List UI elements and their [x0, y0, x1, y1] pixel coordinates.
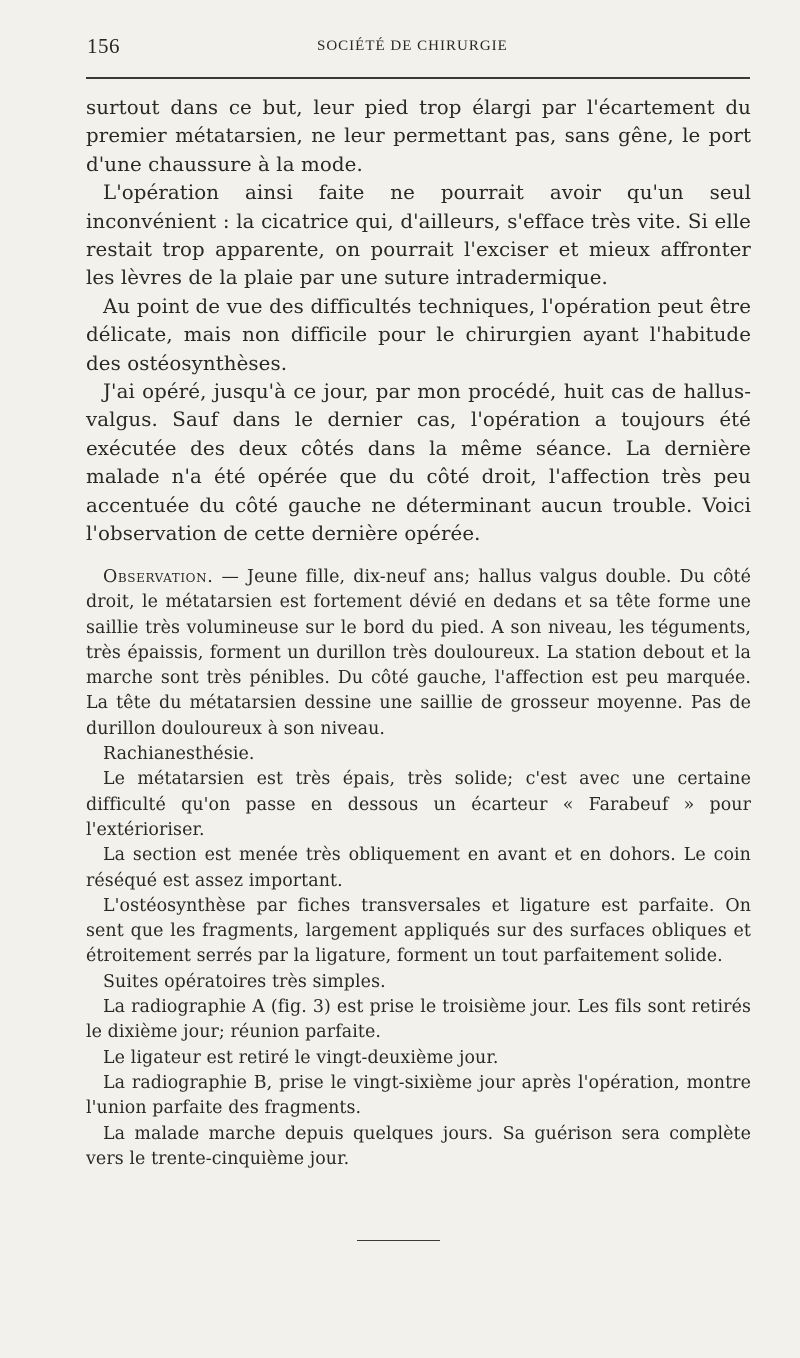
observation-paragraph: Suites opératoires très simples.	[103, 971, 386, 992]
paragraph: Au point de vue des difficultés techniques, l'opération peut être délicate, mais non difficile pour le chirurgien ayant l'habitude des ostéosynthèses.	[86, 294, 751, 375]
running-head	[87, 34, 750, 60]
observation-paragraph: La radiographie B, prise le vingt-sixième jour après l'opération, montre l'union parfaite des fragments.	[86, 1072, 751, 1119]
observation-label: Observation.	[103, 567, 214, 587]
page-number: 156	[87, 34, 120, 58]
observation-paragraph: Le métatarsien est très épais, très solide; c'est avec une certaine difficulté qu'on passe en dessous un écarteur « Farabeuf » pour l'extérioriser.	[86, 769, 751, 840]
paragraph: J'ai opéré, jusqu'à ce jour, par mon procédé, huit cas de hallus-valgus. Sauf dans le dernier cas, l'opération a toujours été exécutée des deux côtés dans la même séance. La dernière malade n'a été opérée que du côté droit, l'affection très peu accentuée du côté gauche ne déterminant aucun trouble. Voici l'observation de cette dernière opérée.	[86, 380, 751, 546]
observation-paragraph: La section est menée très obliquement en avant et en dohors. Le coin réséqué est assez important.	[86, 845, 751, 891]
observation-paragraph: L'ostéosynthèse par fiches transversales et ligature est parfaite. On sent que les fragments, largement appliqués sur des surfaces obliques et étroitement serrés par la ligature, forment un tout parfaitement solide.	[86, 895, 751, 967]
observation-intro	[86, 565, 751, 742]
observation-paragraph: La radiographie A (fig. 3) est prise le troisième jour. Les fils sont retirés le dixième jour; réunion parfaite.	[86, 997, 751, 1043]
journal-title: SOCIÉTÉ DE CHIRURGIE	[317, 38, 508, 54]
header-rule	[86, 77, 750, 79]
end-rule	[357, 1240, 440, 1241]
paragraph: surtout dans ce but, leur pied trop élargi par l'écartement du premier métatarsien, ne leur permettant pas, sans gêne, le port d'une chaussure à la mode.	[86, 96, 751, 176]
observation-paragraph: La malade marche depuis quelques jours. Sa guérison sera complète vers le trente-cinquième jour.	[86, 1123, 751, 1169]
paragraph: L'opération ainsi faite ne pourrait avoir qu'un seul inconvénient : la cicatrice qui, d'ailleurs, s'efface très vite. Si elle restait trop apparente, on pourrait l'exciser et mieux affronter les lèvres de la plaie par une suture intradermique.	[86, 181, 751, 290]
observation-section	[86, 565, 751, 1172]
observation-first-paragraph: — Jeune fille, dix-neuf ans; hallus valgus double. Du côté droit, le métatarsien est fortement dévié en dedans et sa tête forme une saillie très volumineuse sur le bord du pied. A son niveau, les téguments, très épaissis, forment un durillon très douloureux. La station debout et la marche sont très pénibles. Du côté gauche, l'affection est peu marquée. La tête du métatarsien dessine une saillie de grosseur moyenne. Pas de durillon douloureux à son niveau.	[86, 567, 751, 739]
observation-paragraph: Rachianesthésie.	[103, 744, 255, 765]
main-text	[86, 94, 751, 549]
observation-paragraph: Le ligateur est retiré le vingt-deuxième jour.	[103, 1047, 499, 1068]
